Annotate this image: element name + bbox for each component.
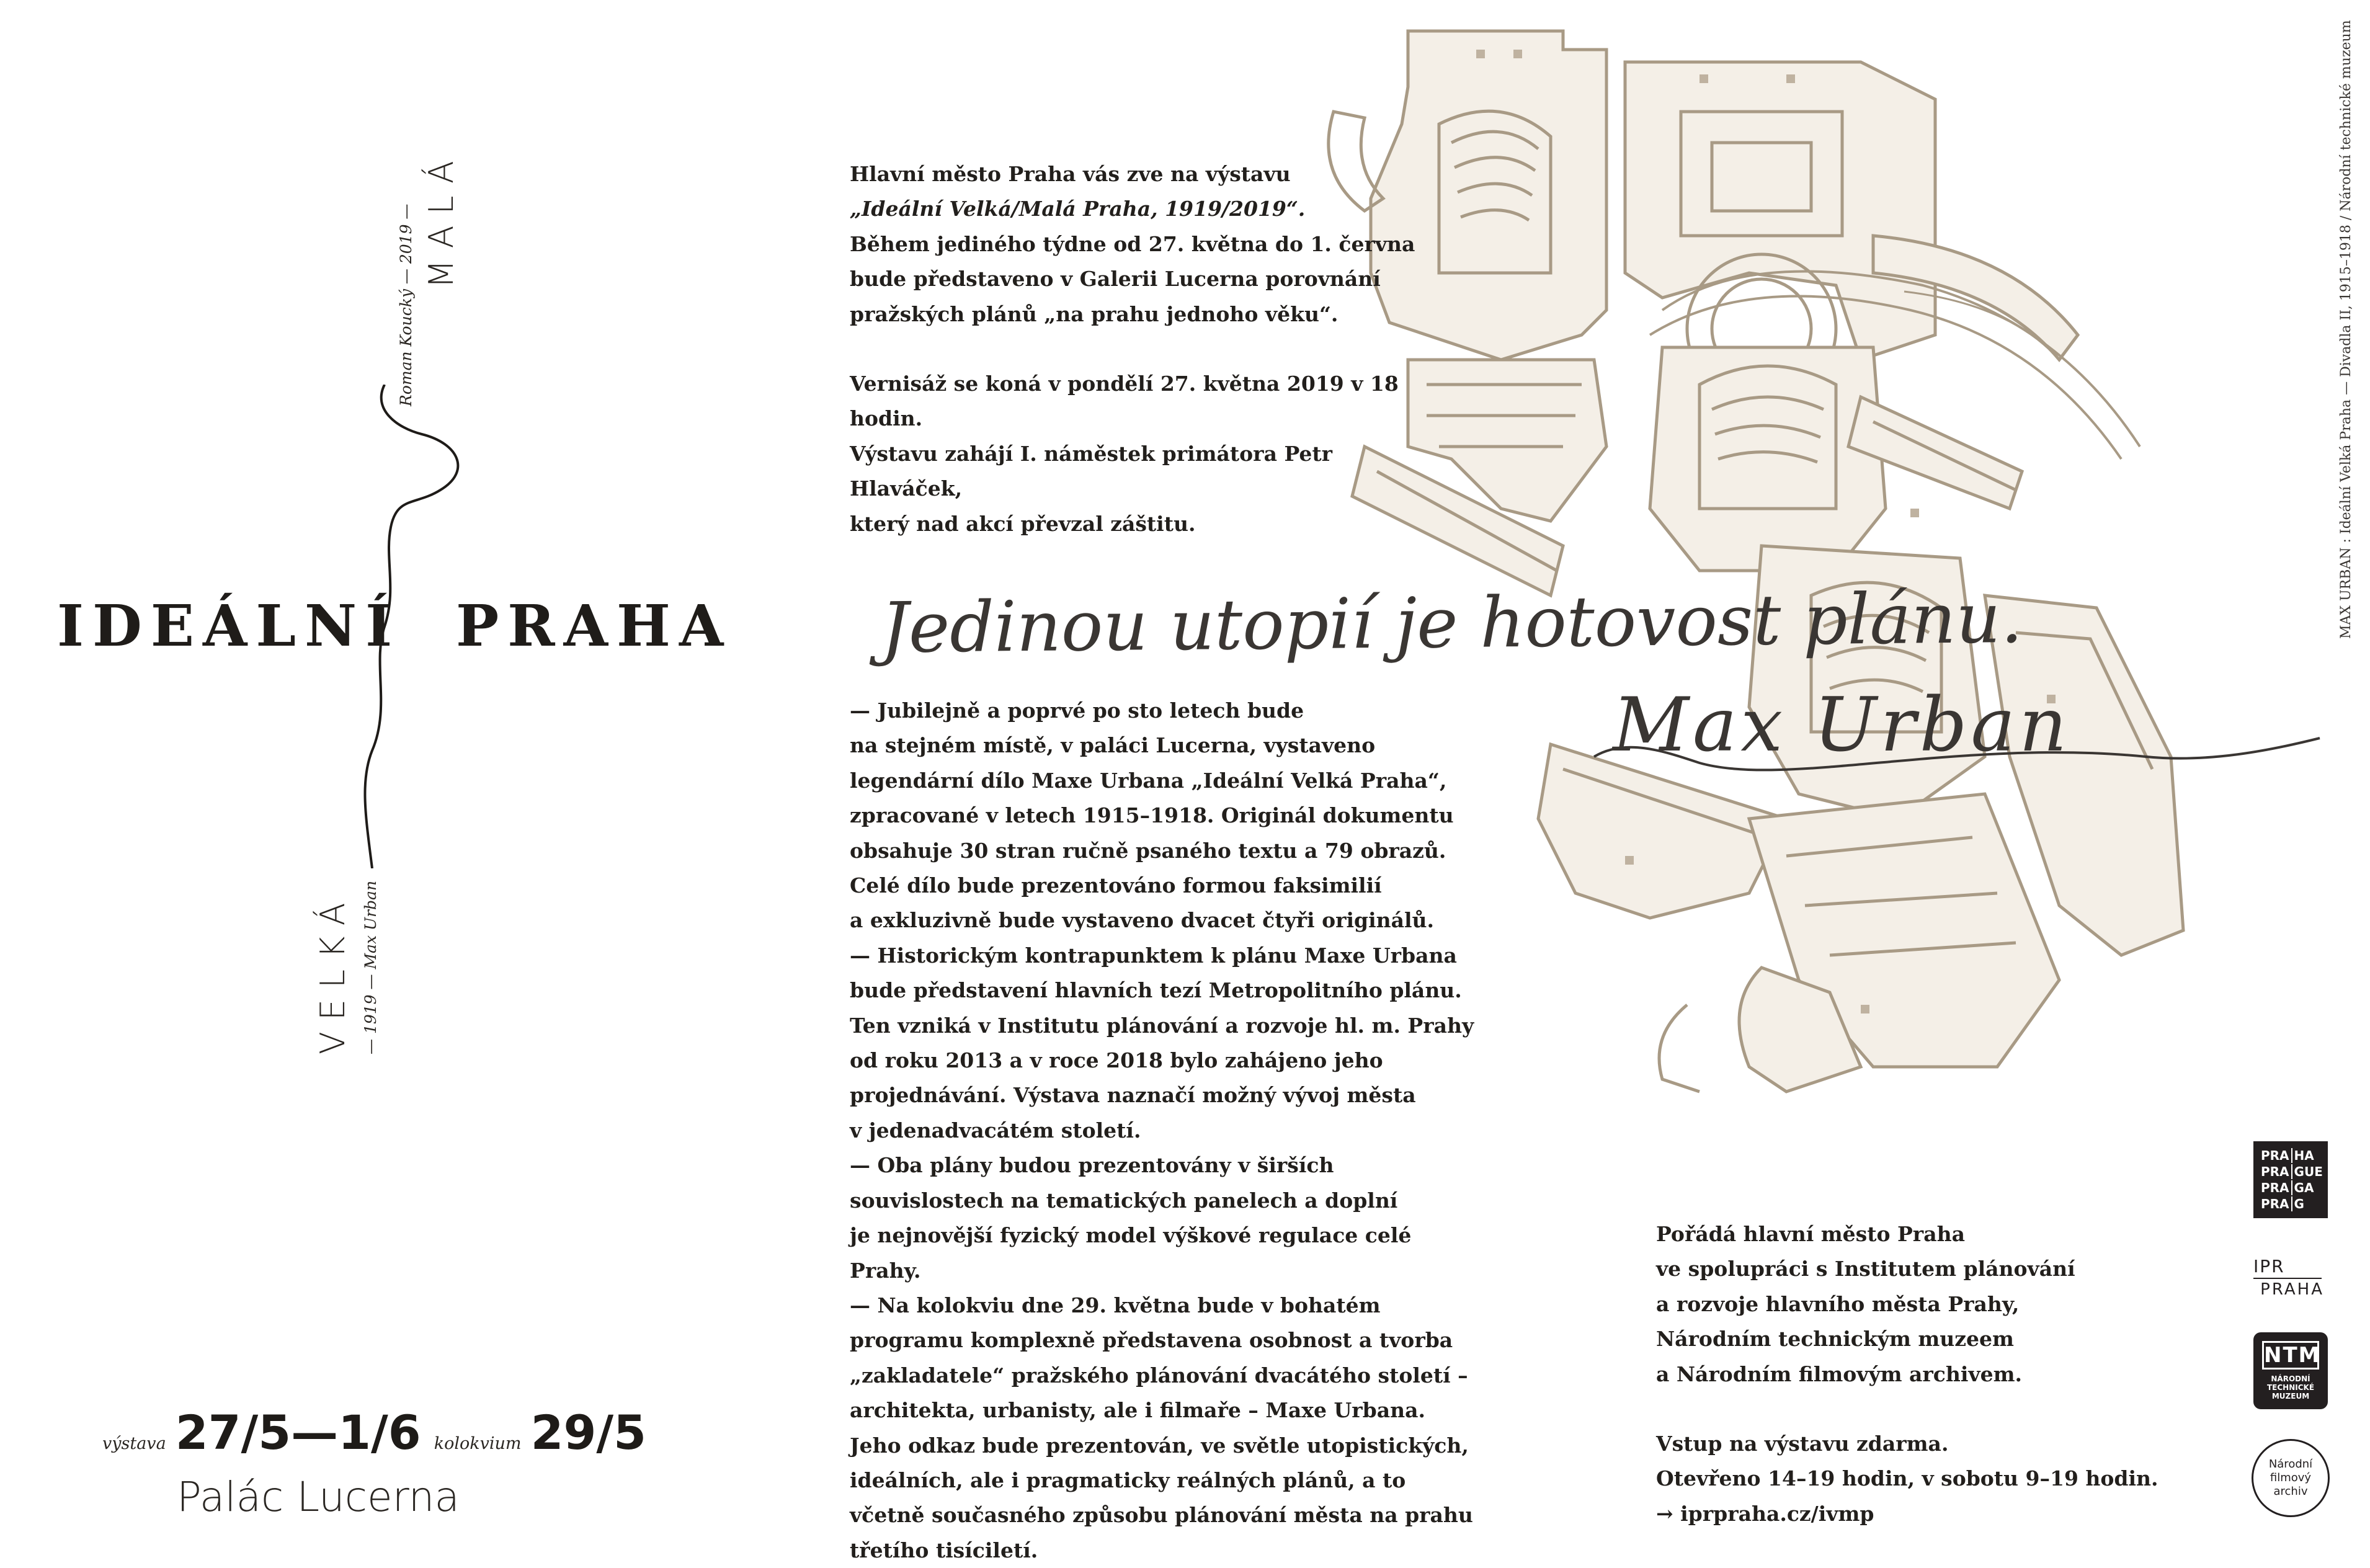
praha-row-right: HA xyxy=(2291,1148,2314,1163)
praha-row-left: PRA xyxy=(2261,1180,2289,1195)
organizer-line: Národním technickým muzeem xyxy=(1656,1327,2014,1352)
main-line: v jedenadvacátém století. xyxy=(850,1118,1141,1143)
ntm-logo xyxy=(2253,1332,2328,1409)
nfa-logo xyxy=(2252,1439,2330,1517)
praha-row xyxy=(2261,1180,2328,1196)
praha-row-left: PRA xyxy=(2261,1148,2289,1163)
praha-row-right: GA xyxy=(2291,1180,2314,1195)
entry-link[interactable]: → iprpraha.cz/ivmp xyxy=(1656,1501,1874,1526)
kolokvium-label: kolokvium xyxy=(434,1434,522,1453)
main-line: na stejném místě, v paláci Lucerna, vystaveno xyxy=(850,733,1376,758)
dates-block xyxy=(102,1405,646,1460)
organizer-line: a rozvoje hlavního města Prahy, xyxy=(1656,1291,2020,1316)
velka-label: VELKÁ xyxy=(313,891,352,1054)
main-line: a exkluzivně bude vystaveno dvacet čtyři originálů. xyxy=(850,908,1435,933)
main-line: „zakladatele“ pražského plánování dvacátého století – xyxy=(850,1363,1468,1388)
main-line: obsahuje 30 stran ručně psaného textu a 79 obrazů. xyxy=(850,838,1446,863)
velka-caption: — 1919 — Max Urban xyxy=(362,880,380,1054)
intro-line: Výstavu zahájí I. náměstek primátora Petr Hlaváček, xyxy=(850,441,1332,501)
praha-row-left: PRA xyxy=(2261,1164,2289,1179)
vystava-label: výstava xyxy=(102,1434,166,1453)
organizer-line: ve spolupráci s Institutem plánování xyxy=(1656,1257,2075,1281)
quote-handwriting: Jedinou utopií je hotovost plánu. xyxy=(880,577,2023,669)
main-line: — Jubilejně a poprvé po sto letech bude xyxy=(850,698,1304,723)
main-line: včetně současného způsobu plánování města na prahu xyxy=(850,1503,1473,1528)
main-line: od roku 2013 a v roce 2018 bylo zahájeno jeho xyxy=(850,1048,1383,1073)
main-line: — Oba plány budou prezentovány v širších xyxy=(850,1153,1334,1178)
intro-line: „Ideální Velká/Malá Praha, 1919/2019“. xyxy=(850,197,1306,221)
main-line: architekta, urbanisty, ale i filmaře – Maxe Urbana. xyxy=(850,1398,1425,1423)
intro-line: který nad akcí převzal záštitu. xyxy=(850,511,1196,536)
organizer-text xyxy=(1656,1217,2190,1531)
image-credit: MAX URBAN : Ideální Velká Praha — Divadla II, 1915–1918 / Národní technické muzeum xyxy=(2338,20,2354,639)
praha-logo xyxy=(2253,1141,2328,1218)
main-line: ideálních, ale i pragmaticky reálných plánů, a to xyxy=(850,1468,1406,1492)
nfa-text: Národní filmový archiv xyxy=(2268,1458,2313,1498)
signature-flourish xyxy=(1588,701,2332,800)
intro-line: pražských plánů „na prahu jednoho věku“. xyxy=(850,301,1339,326)
intro-line: Vernisáž se koná v pondělí 27. května 2019 v 18 hodin. xyxy=(850,372,1399,431)
main-line: legendární dílo Maxe Urbana „Ideální Velká Praha“, xyxy=(850,768,1447,793)
main-line: projednávání. Výstava naznačí možný vývoj města xyxy=(850,1083,1416,1108)
organizer-line: Pořádá hlavní město Praha xyxy=(1656,1222,1965,1246)
ipr-divider xyxy=(2253,1278,2322,1279)
intro-line: Během jediného týdne od 27. května do 1. června xyxy=(850,231,1415,256)
main-line: zpracované v letech 1915–1918. Originál dokumentu xyxy=(850,803,1454,828)
main-line: Jeho odkaz bude prezentován, ve světle utopistických, xyxy=(850,1433,1469,1458)
kolokvium-date: 29/5 xyxy=(530,1405,647,1460)
praha-row-left: PRA xyxy=(2261,1196,2289,1211)
praha-row-right: GUE xyxy=(2291,1164,2323,1179)
main-line: je nejnovější fyzický model výškové regulace celé Prahy. xyxy=(850,1223,1412,1283)
title-praha: PRAHA xyxy=(456,592,733,659)
mala-group xyxy=(397,84,471,406)
entry-line: Vstup na výstavu zdarma. xyxy=(1656,1432,1949,1456)
main-line: souvislostech na tematických panelech a doplní xyxy=(850,1188,1398,1213)
mala-label: MALÁ xyxy=(422,149,461,288)
praha-row xyxy=(2261,1196,2328,1212)
entry-line: Otevřeno 14–19 hodin, v sobotu 9–19 hodin. xyxy=(1656,1466,2158,1491)
ipr-top: IPR xyxy=(2253,1256,2285,1276)
title-ideal: IDEÁLNÍ xyxy=(57,592,401,659)
main-text xyxy=(850,693,1482,1568)
praha-row-right: G xyxy=(2291,1196,2304,1211)
praha-row xyxy=(2261,1164,2328,1180)
intro-text xyxy=(850,157,1445,541)
ntm-text: NÁRODNÍ TECHNICKÉ MUZEUM xyxy=(2266,1374,2315,1401)
main-line: — Na kolokviu dne 29. května bude v bohatém xyxy=(850,1293,1381,1317)
main-line: Celé dílo bude prezentováno formou faksimilií xyxy=(850,873,1382,898)
vystava-range: 27/5—1/6 xyxy=(175,1405,421,1460)
venue: Palác Lucerna xyxy=(177,1473,460,1521)
organizer-line: a Národním filmovým archivem. xyxy=(1656,1361,2023,1386)
ntm-mark: NTM xyxy=(2262,1341,2319,1370)
main-line: bude představení hlavních tezí Metropolitního plánu. xyxy=(850,978,1462,1003)
main-line: — Historickým kontrapunktem k plánu Maxe Urbana xyxy=(850,943,1457,968)
intro-line: Hlavní město Praha vás zve na výstavu xyxy=(850,162,1291,186)
main-line: programu komplexně představena osobnost a tvorba xyxy=(850,1328,1453,1353)
main-line: třetího tisíciletí. xyxy=(850,1538,1038,1562)
praha-row xyxy=(2261,1147,2328,1164)
quote-signature: Max Urban xyxy=(1613,682,2071,768)
ipr-bottom: PRAHA xyxy=(2260,1280,2324,1299)
main-line: Ten vzniká v Institutu plánování a rozvoje hl. m. Prahy xyxy=(850,1013,1474,1038)
intro-line: bude představeno v Galerii Lucerna porovnání xyxy=(850,267,1381,292)
mala-caption: Roman Koucký — 2019 — xyxy=(397,203,415,406)
ipr-logo xyxy=(2253,1256,2328,1299)
velka-group xyxy=(313,732,400,1054)
